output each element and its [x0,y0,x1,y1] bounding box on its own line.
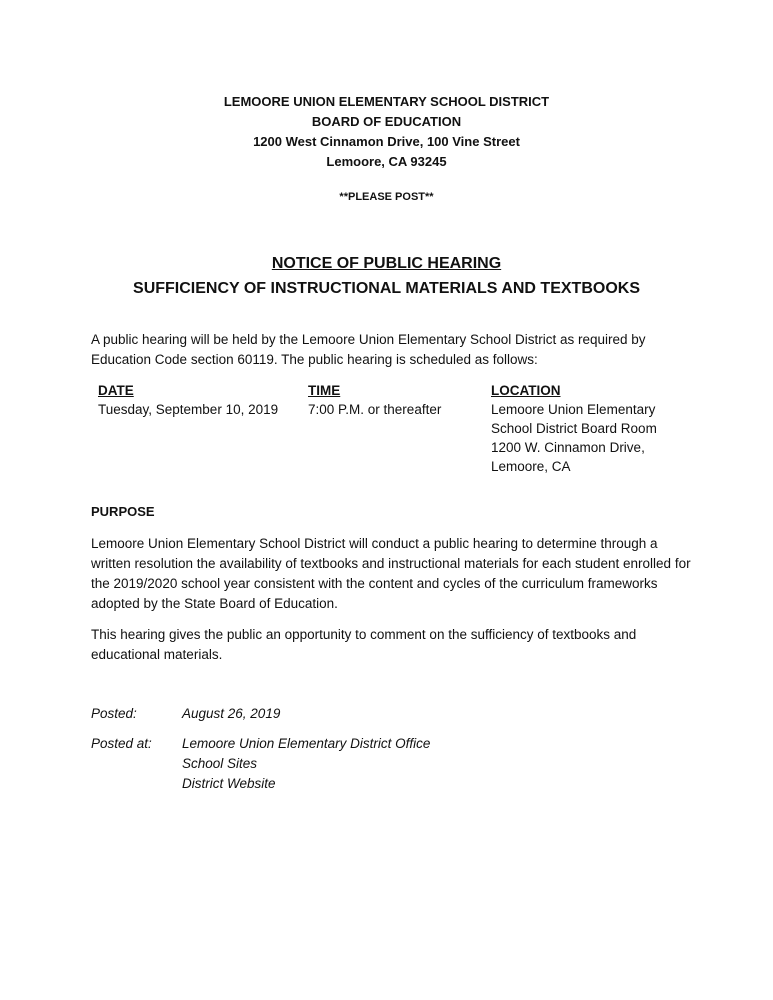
schedule-date-column [98,381,278,419]
district-city: Lemoore, CA 93245 [326,154,447,169]
purpose-paragraph: Lemoore Union Elementary School District will conduct a public hearing to determine through a written resolution the availability of textbooks and instructional materials for each student enrolled for the 2019/2020 school year consistent with the content and cycles of the curriculum frameworks adopted by the State Board of Education. [91,536,691,611]
intro-paragraph: A public hearing will be held by the Lemoore Union Elementary School District as required by Education Code section 60119. The public hearing is scheduled as follows: [91,332,646,367]
posted-date: August 26, 2019 [182,706,281,721]
date-header: DATE [98,383,134,398]
hearing-schedule [98,381,718,481]
posted-at-location: School Sites [182,756,258,771]
notice-title-line1: NOTICE OF PUBLIC HEARING [271,255,502,272]
schedule-location-column [491,381,657,476]
schedule-time-column [308,381,441,419]
location-line: School District Board Room [491,421,657,436]
letterhead [0,92,773,172]
location-line: 1200 W. Cinnamon Drive, [491,440,645,455]
hearing-comment-paragraph: This hearing gives the public an opportunity to comment on the sufficiency of textbooks and educational materials. [91,627,637,662]
purpose-heading: PURPOSE [91,504,155,519]
date-value: Tuesday, September 10, 2019 [98,402,279,417]
posted-label: Posted: [91,706,137,721]
posted-at-locations [182,734,582,794]
posted-at-location: District Website [182,776,276,791]
please-post-note: **PLEASE POST** [339,191,434,203]
location-line: Lemoore, CA [491,459,571,474]
time-value: 7:00 P.M. or thereafter [308,402,442,417]
posted-at-location: Lemoore Union Elementary District Office [182,736,431,751]
location-header: LOCATION [491,383,561,398]
location-line: Lemoore Union Elementary [491,402,656,417]
time-header: TIME [308,383,341,398]
district-name: LEMOORE UNION ELEMENTARY SCHOOL DISTRICT [223,94,550,109]
notice-title-line2: SUFFICIENCY OF INSTRUCTIONAL MATERIALS AND TEXTBOOKS [133,280,640,297]
district-address: 1200 West Cinnamon Drive, 100 Vine Street [253,134,520,149]
posted-at-label: Posted at: [91,736,152,751]
board-name: BOARD OF EDUCATION [311,114,462,129]
notice-title [0,251,773,301]
